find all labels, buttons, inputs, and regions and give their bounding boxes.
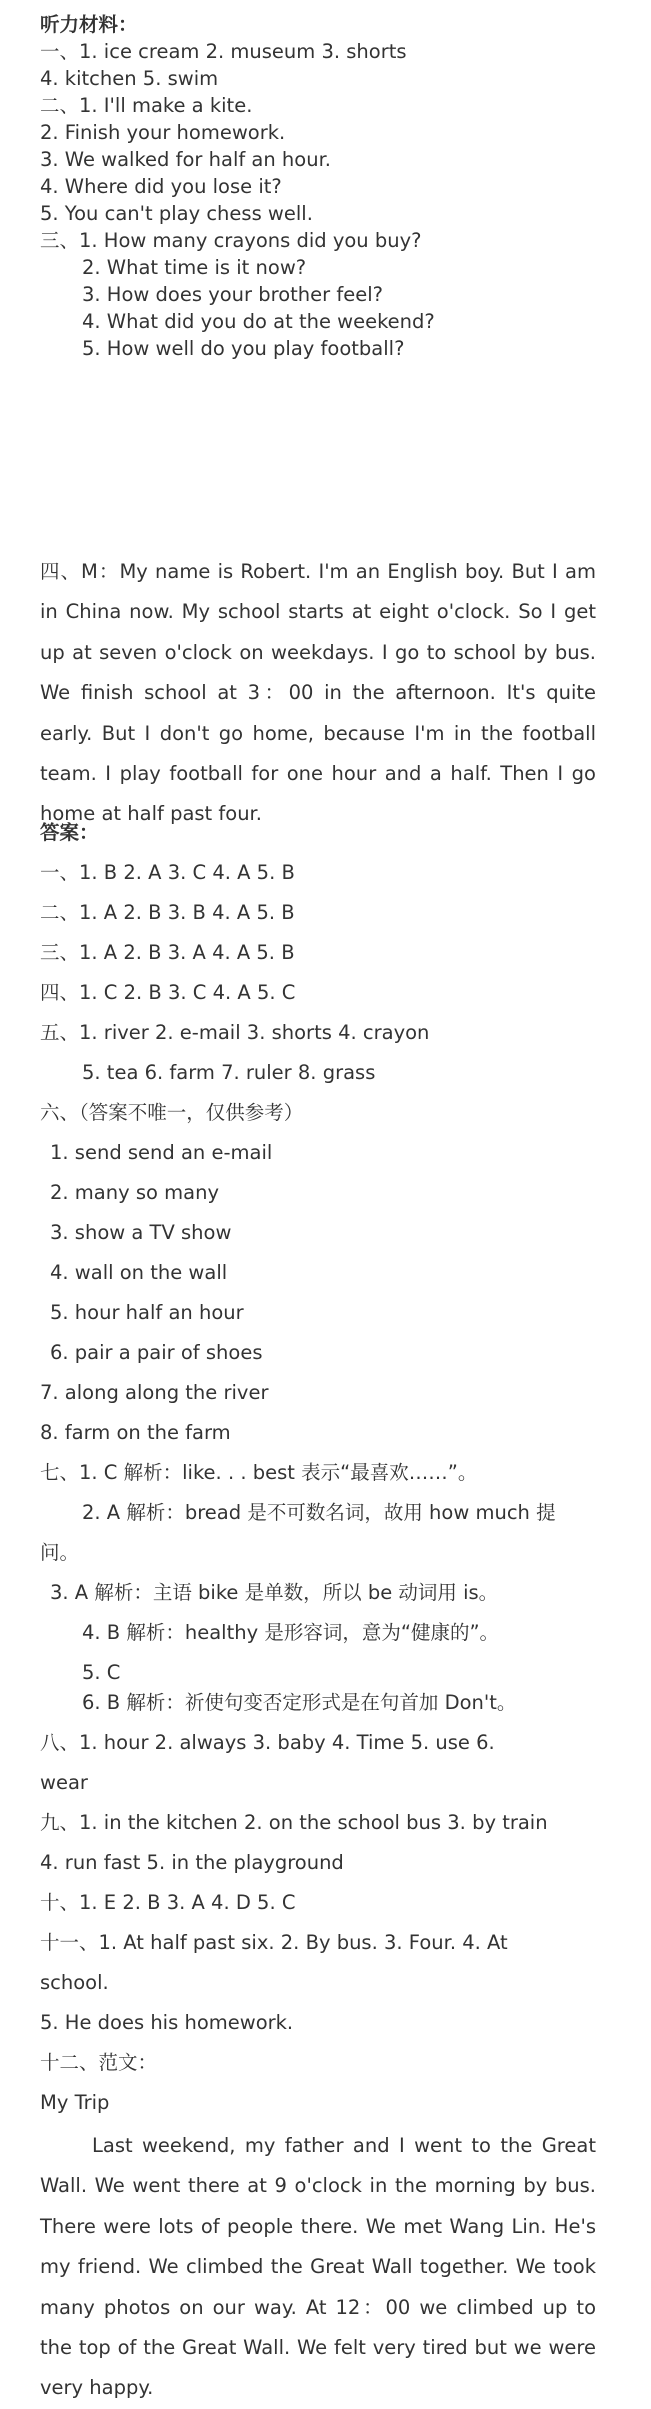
answers-title: 答案： (40, 821, 99, 844)
answer-4: 四、1. C 2. B 3. C 4. A 5. C (40, 981, 296, 1004)
answer-12-title: 十二、范文： (40, 2051, 158, 2074)
listening-s1-line1: 一、1. ice cream 2. museum 3. shorts (40, 40, 407, 63)
listening-s3-line5: 5. How well do you play football? (82, 337, 405, 360)
answer-7-item-2a: 2. A 解析：bread 是不可数名词，故用 how much 提 (82, 1501, 556, 1524)
listening-s3-line4: 4. What did you do at the weekend? (82, 310, 435, 333)
listening-s2-line4: 4. Where did you lose it? (40, 175, 282, 198)
listening-s2-line1: 二、1. I'll make a kite. (40, 94, 253, 117)
answer-6-title: 六、（答案不唯一，仅供参考） (40, 1101, 304, 1124)
answer-11-line3: 5. He does his homework. (40, 2011, 294, 2034)
listening-s2-line5: 5. You can't play chess well. (40, 202, 313, 225)
answer-11-line1: 十一、1. At half past six. 2. By bus. 3. Four. 4. At (40, 1931, 508, 1954)
answer-5-line1: 五、1. river 2. e-mail 3. shorts 4. crayon (40, 1021, 430, 1044)
answer-7-item-5: 5. C (82, 1661, 121, 1684)
answer-6-item-8: 8. farm on the farm (40, 1421, 231, 1444)
answer-9-line2: 4. run fast 5. in the playground (40, 1851, 344, 1874)
answer-6-item-3: 3. show a TV show (50, 1221, 232, 1244)
answer-7-item-6: 6. B 解析：祈使句变否定形式是在句首加 Don't。 (82, 1691, 517, 1714)
listening-s2-line3: 3. We walked for half an hour. (40, 148, 332, 171)
listening-s3-line3: 3. How does your brother feel? (82, 283, 383, 306)
answer-7-item-2b: 问。 (40, 1541, 80, 1564)
answer-6-item-6: 6. pair a pair of shoes (50, 1341, 263, 1364)
answer-2: 二、1. A 2. B 3. B 4. A 5. B (40, 901, 295, 924)
answer-7-item-1: 七、1. C 解析：like. . . best 表示“最喜欢……”。 (40, 1461, 478, 1484)
essay-paragraph: Last weekend, my father and I went to the Great Wall. We went there at 9 o'clock in the morning by bus. There were lots of people there. We met Wang Lin. He's my friend. We climbed the Great Wall together. We took many photos on our way. At 12：00 we climbed up to the top of the Great Wall. We felt very tired but we were very happy. (40, 2134, 596, 2400)
answer-6-item-5: 5. hour half an hour (50, 1301, 244, 1324)
answer-5-line2: 5. tea 6. farm 7. ruler 8. grass (82, 1061, 376, 1084)
answer-8-line1: 八、1. hour 2. always 3. baby 4. Time 5. use 6. (40, 1731, 495, 1754)
listening-s3-line1: 三、1. How many crayons did you buy? (40, 229, 422, 252)
answer-8-line2: wear (40, 1771, 88, 1794)
listening-s1-line2: 4. kitchen 5. swim (40, 67, 219, 90)
listening-s3-line2: 2. What time is it now? (82, 256, 307, 279)
answer-9-line1: 九、1. in the kitchen 2. on the school bus 3. by train (40, 1811, 548, 1834)
essay-title: My Trip (40, 2091, 110, 2114)
answer-7-item-4: 4. B 解析：healthy 是形容词，意为“健康的”。 (82, 1621, 500, 1644)
answer-6-item-7: 7. along along the river (40, 1381, 269, 1404)
answer-6-item-1: 1. send send an e-mail (50, 1141, 273, 1164)
listening-s2-line2: 2. Finish your homework. (40, 121, 286, 144)
answer-11-line2: school. (40, 1971, 109, 1994)
answer-6-item-2: 2. many so many (50, 1181, 219, 1204)
answer-1: 一、1. B 2. A 3. C 4. A 5. B (40, 861, 295, 884)
answer-7-item-3: 3. A 解析：主语 bike 是单数，所以 be 动词用 is。 (50, 1581, 499, 1604)
answer-10: 十、1. E 2. B 3. A 4. D 5. C (40, 1891, 296, 1914)
listening-title: 听力材料： (40, 13, 138, 36)
answer-6-item-4: 4. wall on the wall (50, 1261, 228, 1284)
answer-3: 三、1. A 2. B 3. A 4. A 5. B (40, 941, 295, 964)
listening-s4-paragraph: 四、M：My name is Robert. I'm an English boy. But I am in China now. My school starts at eight o'clock. So I get up at seven o'clock on weekdays. I go to school by bus. We finish school at 3：00 in the afternoon. It's quite early. But I don't go home, because I'm in the football team. I play football for one hour and a half. Then I go home at half past four. (40, 560, 596, 826)
